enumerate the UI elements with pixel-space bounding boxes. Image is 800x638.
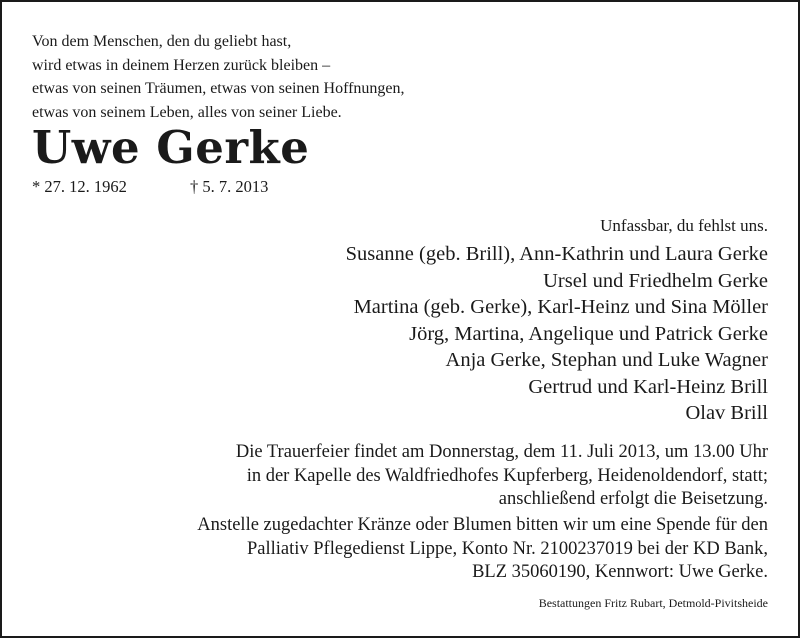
mourner-line: Gertrud und Karl-Heinz Brill	[528, 375, 768, 398]
undertaker-credit: Bestattungen Fritz Rubart, Detmold-Pivitsheide	[538, 596, 768, 610]
mourner-line: Anja Gerke, Stephan und Luke Wagner	[445, 349, 768, 371]
funeral-line: anschließend erfolgt die Beisetzung.	[498, 489, 768, 509]
funeral-line: Die Trauerfeier findet am Donnerstag, dem 11. Juli 2013, um 13.00 Uhr	[235, 442, 768, 462]
mourners-list	[346, 241, 768, 427]
death-date: † 5. 7. 2013	[190, 177, 269, 196]
mourner-line: Olav Brill	[685, 402, 768, 424]
birth-date: * 27. 12. 1962	[32, 177, 127, 196]
donation-line: BLZ 35060190, Kennwort: Uwe Gerke.	[472, 562, 768, 582]
funeral-line: in der Kapelle des Waldfriedhofes Kupferberg, Heidenoldendorf, statt;	[246, 465, 768, 486]
poem-line: etwas von seinem Leben, alles von seiner Liebe.	[32, 103, 342, 121]
donation-line: Anstelle zugedachter Kränze oder Blumen bitten wir um eine Spende für den	[197, 515, 768, 535]
mourner-line: Jörg, Martina, Angelique und Patrick Gerke	[409, 322, 768, 345]
mourner-line: Martina (geb. Gerke), Karl-Heinz und Sina Möller	[353, 296, 768, 318]
deceased-name: Uwe Gerke	[32, 121, 310, 174]
poem-line: Von dem Menschen, den du geliebt hast,	[32, 33, 292, 50]
mourner-line: Ursel und Friedhelm Gerke	[543, 269, 768, 292]
donation-line: Palliativ Pflegedienst Lippe, Konto Nr. 2100237019 bei der KD Bank,	[246, 538, 768, 559]
poem-line: etwas von seinen Träumen, etwas von seinen Hoffnungen,	[32, 80, 405, 97]
mourner-line: Susanne (geb. Brill), Ann-Kathrin und Laura Gerke	[345, 243, 768, 265]
poem-line: wird etwas in deinem Herzen zurück bleiben –	[32, 56, 331, 74]
tagline: Unfassbar, du fehlst uns.	[600, 216, 768, 235]
memorial-poem	[32, 30, 405, 124]
donation-notice	[197, 514, 768, 585]
funeral-notice	[236, 441, 768, 512]
